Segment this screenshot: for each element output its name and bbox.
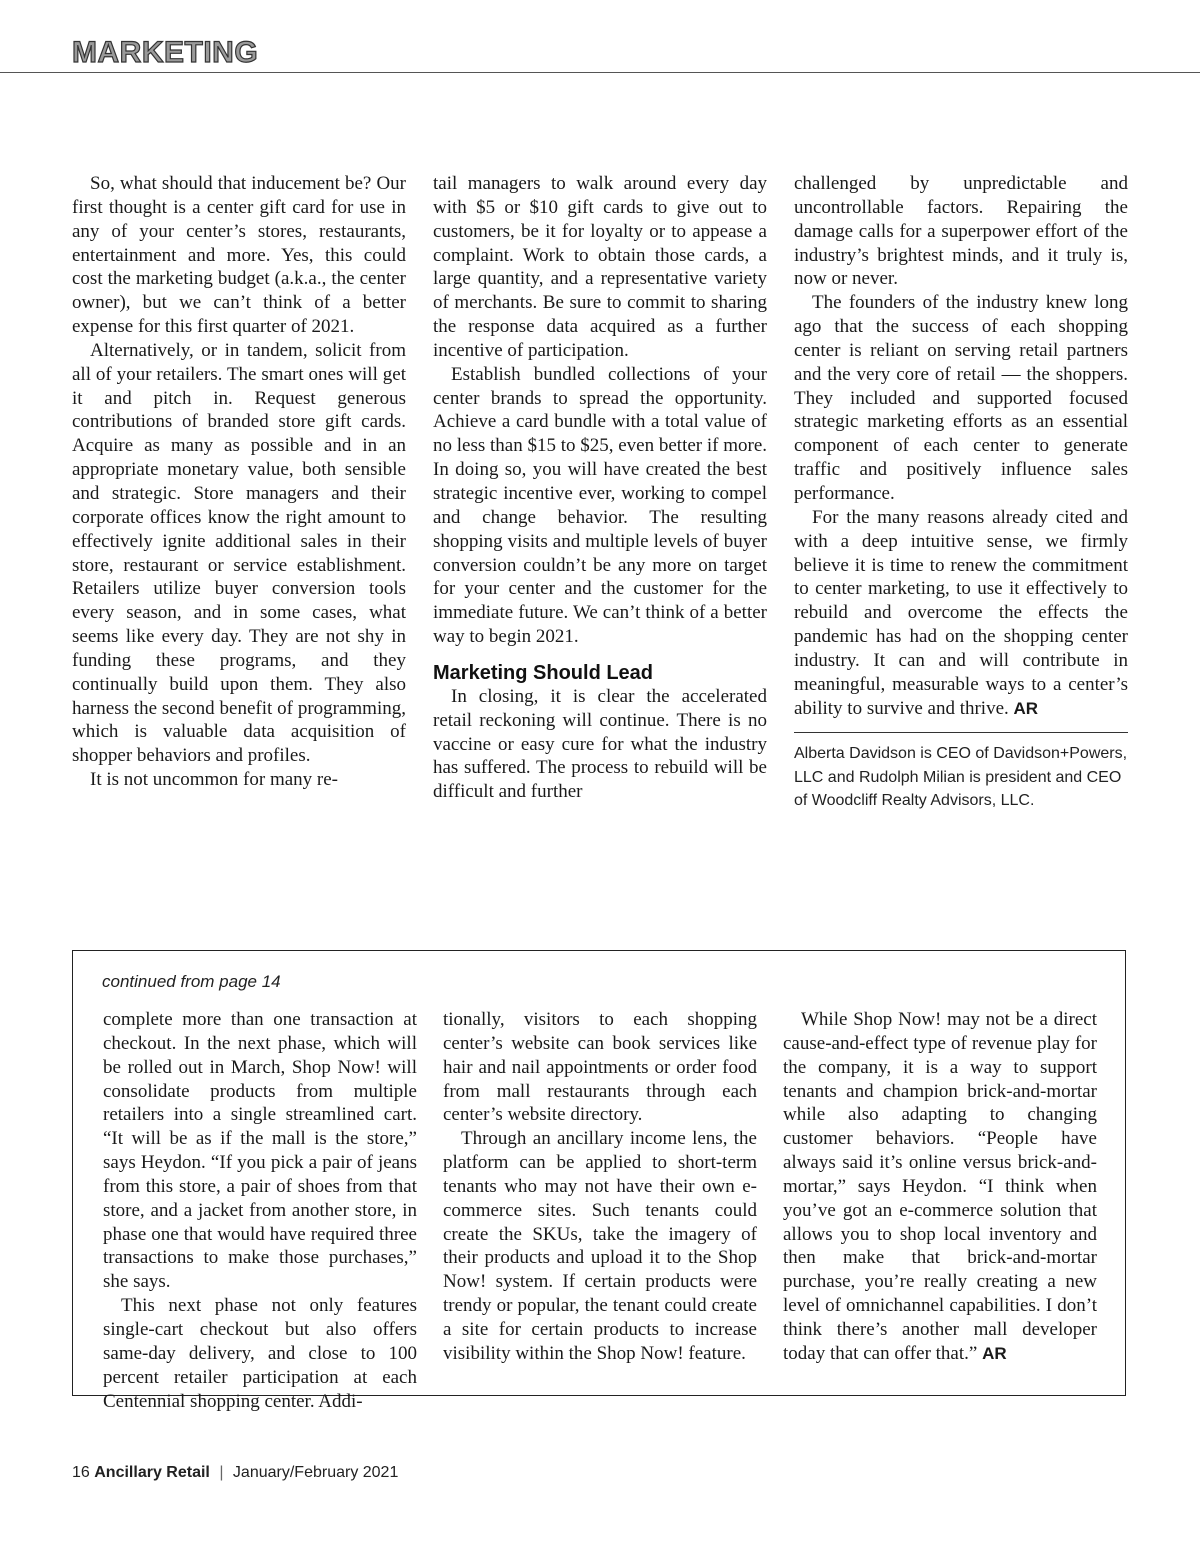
continued-label: continued from page 14 xyxy=(102,972,281,991)
issue-date: January/February 2021 xyxy=(232,1464,399,1481)
article-paragraph: So, what should that inducement be? Our first thought is a center gift card for use in any of your center’s stores, restaurants, entertainment and more. Yes, this could cost the marketing budget (a.k.a., the center owner), but we can’t think of a better expense for this first quarter of 2021. xyxy=(72,173,406,338)
box-column-3 xyxy=(783,1008,1097,1366)
footer-separator: | xyxy=(219,1464,224,1481)
box-paragraph: This next phase not only features single-cart checkout but also offers same-day delivery, and close to 100 percent retailer participation at each Centennial shopping center. Addi- xyxy=(103,1295,417,1412)
section-title: MARKETING xyxy=(72,36,259,69)
box-paragraph: tionally, visitors to each shopping center’s website can book services like hair and nail appointments or order food from mall restaurants through each center’s website directory. xyxy=(443,1009,757,1126)
article-paragraph: The founders of the industry knew long ago that the success of each shopping center is reliant on serving retail partners and the very core of retail — the shoppers. They included and supported focused strategic marketing efforts as an essential component of each center to generate traffic and positively influence sales performance. xyxy=(794,292,1128,504)
article-column-3 xyxy=(794,172,1128,813)
publication-name: Ancillary Retail xyxy=(94,1464,210,1481)
page-footer xyxy=(72,1464,398,1482)
box-column-2 xyxy=(443,1008,757,1366)
box-column-1 xyxy=(103,1008,417,1413)
box-paragraph-text: While Shop Now! may not be a direct cause-and-effect type of revenue play for the company, it is a way to support tenants and champion brick-and-mortar while also adapting to changing customer behaviors. “People have always said it’s online versus brick-and-mortar,” says Heydon. “I think when you’ve got an e-commerce solution that allows you to shop local inventory and then make that brick-and-mortar purchase, you’re really creating a new level of omnichannel capabilities. I don’t think there’s another mall developer today that can offer that.” xyxy=(783,1009,1097,1364)
bio-rule xyxy=(794,732,1128,733)
end-mark: AR xyxy=(982,1343,1007,1363)
article-subhead: Marketing Should Lead xyxy=(433,661,654,684)
article-paragraph-text: For the many reasons already cited and with a deep intuitive sense, we firmly believe it is time to renew the commitment to center marketing, to use it effectively to rebuild and overcome the effects the pandemic has had on the shopping center industry. It can and will contribute in meaningful, measurable ways to a center’s ability to survive and thrive. xyxy=(794,506,1128,719)
article-column-1 xyxy=(72,172,406,792)
article-column-2 xyxy=(433,172,767,804)
box-paragraph: Through an ancillary income lens, the platform can be applied to short-term tenants who may not have their own e-commerce sites. Such tenants could create the SKUs, take the imagery of their products and upload it to the Shop Now! system. If certain products were trendy or popular, the tenant could create a site for certain products to increase visibility within the Shop Now! feature. xyxy=(443,1128,757,1364)
box-paragraph xyxy=(783,1008,1097,1366)
article-paragraph: challenged by unpredictable and uncontrollable factors. Repairing the damage calls for a superpower effort of the industry’s brightest minds, and it truly is, now or never. xyxy=(794,173,1128,290)
article-paragraph: tail managers to walk around every day with $5 or $10 gift cards to give out to customers, be it for loyalty or to appease a complaint. Work to obtain those cards, a large quantity, and a representative variety of merchants. Be sure to commit to sharing the response data acquired as a further incentive of participation. xyxy=(433,173,767,361)
end-mark: AR xyxy=(1013,698,1039,718)
author-bio: Alberta Davidson is CEO of Davidson+Powers, LLC and Rudolph Milian is president and CEO of Woodcliff Realty Advisors, LLC. xyxy=(794,745,1128,810)
page-number: 16 xyxy=(72,1464,90,1481)
box-paragraph: complete more than one transaction at checkout. In the next phase, which will be rolled out in March, Shop Now! will consolidate products from multiple retailers into a single streamlined cart. “It will be as if the mall is the store,” says Heydon. “If you pick a pair of jeans from this store, a pair of shoes from that store, and a jacket from another store, in phase one that would have required three transactions to make those purchases,” she says. xyxy=(103,1009,417,1293)
article-paragraph: Establish bundled collections of your center brands to spread the opportunity. Achieve a card bundle with a total value of no less than $15 to $25, even better if more. In doing so, you will have created the best strategic incentive ever, working to compel and change behavior. The resulting shopping visits and multiple levels of buyer conversion couldn’t be any more on target for your center and the customer for the immediate future. We can’t think of a better way to begin 2021. xyxy=(433,363,768,648)
article-paragraph: Alternatively, or in tandem, solicit from all of your retailers. The smart ones will get it and pitch in. Request generous contributions of branded store gift cards. Acquire as many as possible and in an appropriate monetary value, both sensible and strategic. Store managers and their corporate offices know the right amount to effectively ignite additional sales in their store, restaurant or service establishment. Retailers utilize buyer conversion tools every season, and in some cases, what seems like every day. They are not shy in funding these programs, and they continually build upon them. They also harness the second benefit of programming, which is valuable data acquisition of shopper behaviors and profiles. xyxy=(72,339,406,767)
article-paragraph: In closing, it is clear the accelerated retail reckoning will continue. There is no vaccine or easy cure for what the industry has suffered. The process to rebuild will be difficult and further xyxy=(433,685,767,803)
article-paragraph: It is not uncommon for many re- xyxy=(90,769,339,791)
header-rule xyxy=(0,72,1200,73)
article-paragraph xyxy=(794,506,1128,721)
